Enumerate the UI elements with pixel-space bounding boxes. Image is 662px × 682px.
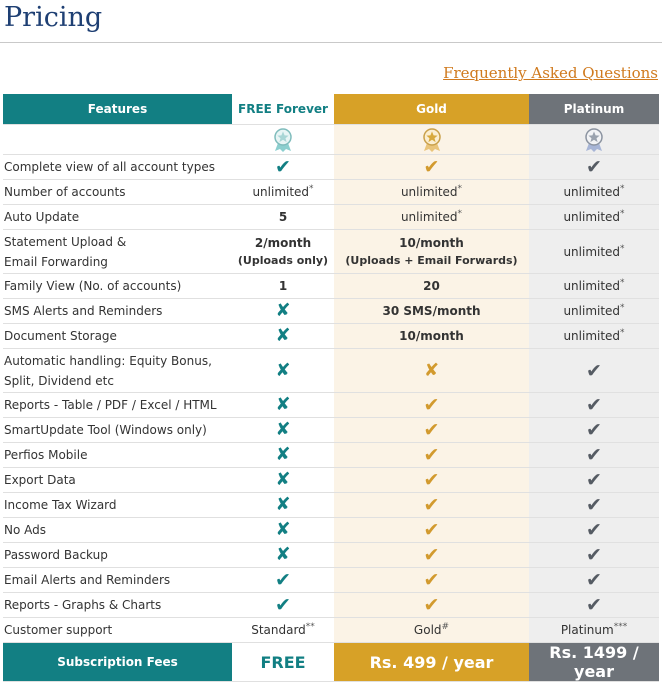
feature-row	[3, 543, 659, 568]
platinum-plan-cell	[529, 180, 659, 205]
gold-price: Rs. 499 / year	[334, 643, 529, 682]
free-plan-cell	[232, 543, 334, 568]
free-plan-cell	[232, 230, 334, 274]
header-row	[3, 94, 659, 125]
pricing-table	[3, 94, 659, 682]
gold-plan-header: Gold	[334, 94, 529, 125]
gold-plan-cell	[334, 155, 529, 180]
free-badge-icon	[272, 128, 294, 152]
check-icon: ✔	[423, 494, 440, 516]
free-plan-cell	[232, 443, 334, 468]
platinum-plan-cell	[529, 299, 659, 324]
subscription-fees-label: Subscription Fees	[3, 643, 232, 682]
feature-name	[3, 180, 232, 205]
gold-plan-cell	[334, 230, 529, 274]
plan-value: Gold	[413, 623, 442, 637]
plan-value-note: (Uploads only)	[237, 254, 329, 267]
feature-row	[3, 274, 659, 299]
plan-value-note: (Uploads + Email Forwards)	[345, 254, 518, 267]
free-plan-cell	[232, 349, 334, 393]
check-icon: ✔	[423, 519, 440, 541]
cross-icon: ✘	[275, 325, 291, 346]
badge-row	[3, 125, 659, 155]
feature-label: SMS Alerts and Reminders	[4, 304, 163, 318]
free-plan-header: FREE Forever	[232, 94, 334, 125]
cross-icon: ✘	[275, 519, 291, 540]
free-plan-cell	[232, 299, 334, 324]
plan-value: unlimited	[563, 185, 621, 199]
title-divider	[0, 42, 662, 43]
check-icon: ✔	[586, 519, 602, 541]
free-plan-cell	[232, 618, 334, 643]
free-plan-cell	[232, 568, 334, 593]
gold-plan-cell	[334, 468, 529, 493]
check-icon: ✔	[275, 156, 291, 178]
footnote-marker: *	[457, 184, 463, 194]
features-header: Features	[3, 94, 232, 125]
footnote-marker: *	[309, 184, 314, 194]
free-plan-cell	[232, 493, 334, 518]
free-plan-cell	[232, 593, 334, 618]
platinum-plan-cell	[529, 468, 659, 493]
footnote-marker: *	[620, 209, 625, 219]
cross-icon: ✘	[275, 469, 291, 490]
check-icon: ✔	[423, 594, 440, 616]
feature-name	[3, 443, 232, 468]
check-icon: ✔	[423, 544, 440, 566]
cross-icon: ✘	[275, 444, 291, 465]
feature-label: Password Backup	[4, 548, 108, 562]
platinum-plan-cell	[529, 349, 659, 393]
plan-value: 1	[278, 279, 288, 293]
footnote-marker: *	[620, 278, 625, 288]
platinum-plan-cell	[529, 518, 659, 543]
feature-label: Automatic handling: Equity Bonus,	[4, 353, 212, 368]
feature-label: Email Alerts and Reminders	[4, 573, 171, 587]
gold-plan-cell	[334, 618, 529, 643]
footnote-marker: *	[620, 184, 625, 194]
feature-row	[3, 493, 659, 518]
feature-name	[3, 518, 232, 543]
plan-value: unlimited	[400, 210, 458, 224]
free-plan-cell	[232, 180, 334, 205]
plan-value: Standard	[251, 623, 306, 637]
footnote-marker: #	[441, 622, 450, 632]
feature-row	[3, 393, 659, 418]
gold-plan-cell	[334, 568, 529, 593]
cross-icon: ✘	[275, 394, 291, 415]
feature-label: No Ads	[4, 523, 46, 537]
cross-icon: ✘	[423, 359, 440, 381]
faq-link[interactable]: Frequently Asked Questions	[443, 64, 658, 82]
footnote-marker: *	[457, 209, 463, 219]
free-plan-cell	[232, 274, 334, 299]
platinum-plan-cell	[529, 205, 659, 230]
gold-plan-cell	[334, 593, 529, 618]
check-icon: ✔	[275, 594, 291, 616]
feature-name	[3, 155, 232, 180]
feature-name	[3, 493, 232, 518]
free-price: FREE	[232, 643, 334, 682]
feature-row	[3, 468, 659, 493]
free-plan-cell	[232, 324, 334, 349]
feature-name	[3, 568, 232, 593]
free-plan-cell	[232, 393, 334, 418]
feature-row	[3, 593, 659, 618]
feature-label: Income Tax Wizard	[4, 498, 117, 512]
plan-value: 20	[423, 279, 440, 293]
check-icon: ✔	[423, 569, 440, 591]
footnote-marker: **	[305, 622, 315, 632]
feature-label-line2: Split, Dividend etc	[4, 373, 114, 388]
plan-value: Platinum	[560, 623, 614, 637]
feature-row	[3, 230, 659, 274]
plan-value: unlimited	[563, 244, 621, 259]
check-icon: ✔	[586, 569, 602, 591]
check-icon: ✔	[586, 594, 602, 616]
plan-value: 10/month	[399, 329, 464, 343]
check-icon: ✔	[423, 394, 440, 416]
feature-name	[3, 468, 232, 493]
feature-row	[3, 618, 659, 643]
gold-plan-cell	[334, 180, 529, 205]
platinum-plan-cell	[529, 493, 659, 518]
cross-icon: ✘	[275, 359, 291, 381]
feature-label: Statement Upload &	[4, 234, 127, 249]
check-icon: ✔	[423, 419, 440, 441]
gold-plan-cell	[334, 418, 529, 443]
check-icon: ✔	[275, 569, 291, 591]
footnote-marker: *	[620, 328, 625, 338]
feature-label: Number of accounts	[4, 185, 126, 199]
check-icon: ✔	[586, 444, 602, 466]
gold-plan-cell	[334, 543, 529, 568]
feature-name	[3, 205, 232, 230]
platinum-plan-cell	[529, 418, 659, 443]
feature-label: Document Storage	[4, 329, 117, 343]
feature-name	[3, 299, 232, 324]
gold-plan-cell	[334, 518, 529, 543]
footnote-marker: *	[620, 243, 625, 254]
free-plan-cell	[232, 418, 334, 443]
feature-name	[3, 418, 232, 443]
gold-badge-icon	[421, 128, 443, 152]
footnote-marker: *	[620, 303, 625, 313]
feature-label: SmartUpdate Tool (Windows only)	[4, 423, 207, 437]
platinum-plan-cell	[529, 155, 659, 180]
cross-icon: ✘	[275, 300, 291, 321]
check-icon: ✔	[586, 544, 602, 566]
feature-name	[3, 593, 232, 618]
cross-icon: ✘	[275, 544, 291, 565]
platinum-badge-icon	[583, 128, 605, 152]
gold-plan-cell	[334, 324, 529, 349]
feature-label: Reports - Table / PDF / Excel / HTML	[4, 398, 217, 412]
plan-value: 2/month	[254, 236, 312, 250]
platinum-plan-header: Platinum	[529, 94, 659, 125]
plan-value: unlimited	[563, 304, 621, 318]
subscription-fees-row	[3, 643, 659, 682]
feature-name	[3, 543, 232, 568]
plan-value: unlimited	[563, 329, 621, 343]
gold-plan-cell	[334, 393, 529, 418]
platinum-plan-cell	[529, 230, 659, 274]
free-plan-cell	[232, 155, 334, 180]
feature-label: Reports - Graphs & Charts	[4, 598, 162, 612]
plan-value: unlimited	[252, 185, 310, 199]
feature-row	[3, 518, 659, 543]
check-icon: ✔	[423, 469, 440, 491]
feature-row	[3, 324, 659, 349]
feature-row	[3, 349, 659, 393]
platinum-plan-cell	[529, 393, 659, 418]
platinum-plan-cell	[529, 274, 659, 299]
check-icon: ✔	[586, 494, 602, 516]
feature-label: Export Data	[4, 473, 76, 487]
check-icon: ✔	[586, 469, 602, 491]
feature-label: Customer support	[4, 623, 113, 637]
gold-plan-cell	[334, 493, 529, 518]
feature-row	[3, 418, 659, 443]
feature-label-line2: Email Forwarding	[4, 254, 108, 269]
page-title: Pricing	[4, 2, 103, 33]
feature-name	[3, 618, 232, 643]
feature-row	[3, 155, 659, 180]
gold-plan-cell	[334, 443, 529, 468]
gold-plan-cell	[334, 205, 529, 230]
feature-row	[3, 299, 659, 324]
feature-name	[3, 349, 232, 393]
feature-name	[3, 324, 232, 349]
platinum-plan-cell	[529, 543, 659, 568]
check-icon: ✔	[423, 444, 440, 466]
plan-value: unlimited	[400, 185, 458, 199]
feature-row	[3, 568, 659, 593]
feature-name	[3, 393, 232, 418]
free-plan-cell	[232, 518, 334, 543]
feature-label: Family View (No. of accounts)	[4, 279, 182, 293]
feature-label: Perfios Mobile	[4, 448, 88, 462]
gold-plan-cell	[334, 349, 529, 393]
feature-label: Auto Update	[4, 210, 80, 224]
gold-plan-cell	[334, 299, 529, 324]
free-plan-cell	[232, 205, 334, 230]
plan-value: unlimited	[563, 210, 621, 224]
platinum-plan-cell	[529, 443, 659, 468]
cross-icon: ✘	[275, 419, 291, 440]
feature-name	[3, 274, 232, 299]
check-icon: ✔	[586, 394, 602, 416]
gold-plan-cell	[334, 274, 529, 299]
feature-label: Complete view of all account types	[4, 160, 215, 174]
feature-row	[3, 443, 659, 468]
check-icon: ✔	[586, 419, 602, 441]
platinum-plan-cell	[529, 568, 659, 593]
plan-value: 30 SMS/month	[382, 304, 481, 318]
platinum-plan-cell	[529, 593, 659, 618]
plan-value: 5	[278, 210, 288, 224]
free-plan-cell	[232, 468, 334, 493]
feature-row	[3, 180, 659, 205]
cross-icon: ✘	[275, 494, 291, 515]
check-icon: ✔	[423, 156, 440, 178]
check-icon: ✔	[586, 359, 602, 382]
footnote-marker: ***	[613, 622, 628, 632]
plan-value: unlimited	[563, 279, 621, 293]
feature-name	[3, 230, 232, 274]
platinum-plan-cell	[529, 324, 659, 349]
platinum-price: Rs. 1499 / year	[529, 643, 659, 682]
check-icon: ✔	[586, 156, 602, 178]
platinum-plan-cell	[529, 618, 659, 643]
feature-row	[3, 205, 659, 230]
plan-value: 10/month	[399, 236, 464, 250]
